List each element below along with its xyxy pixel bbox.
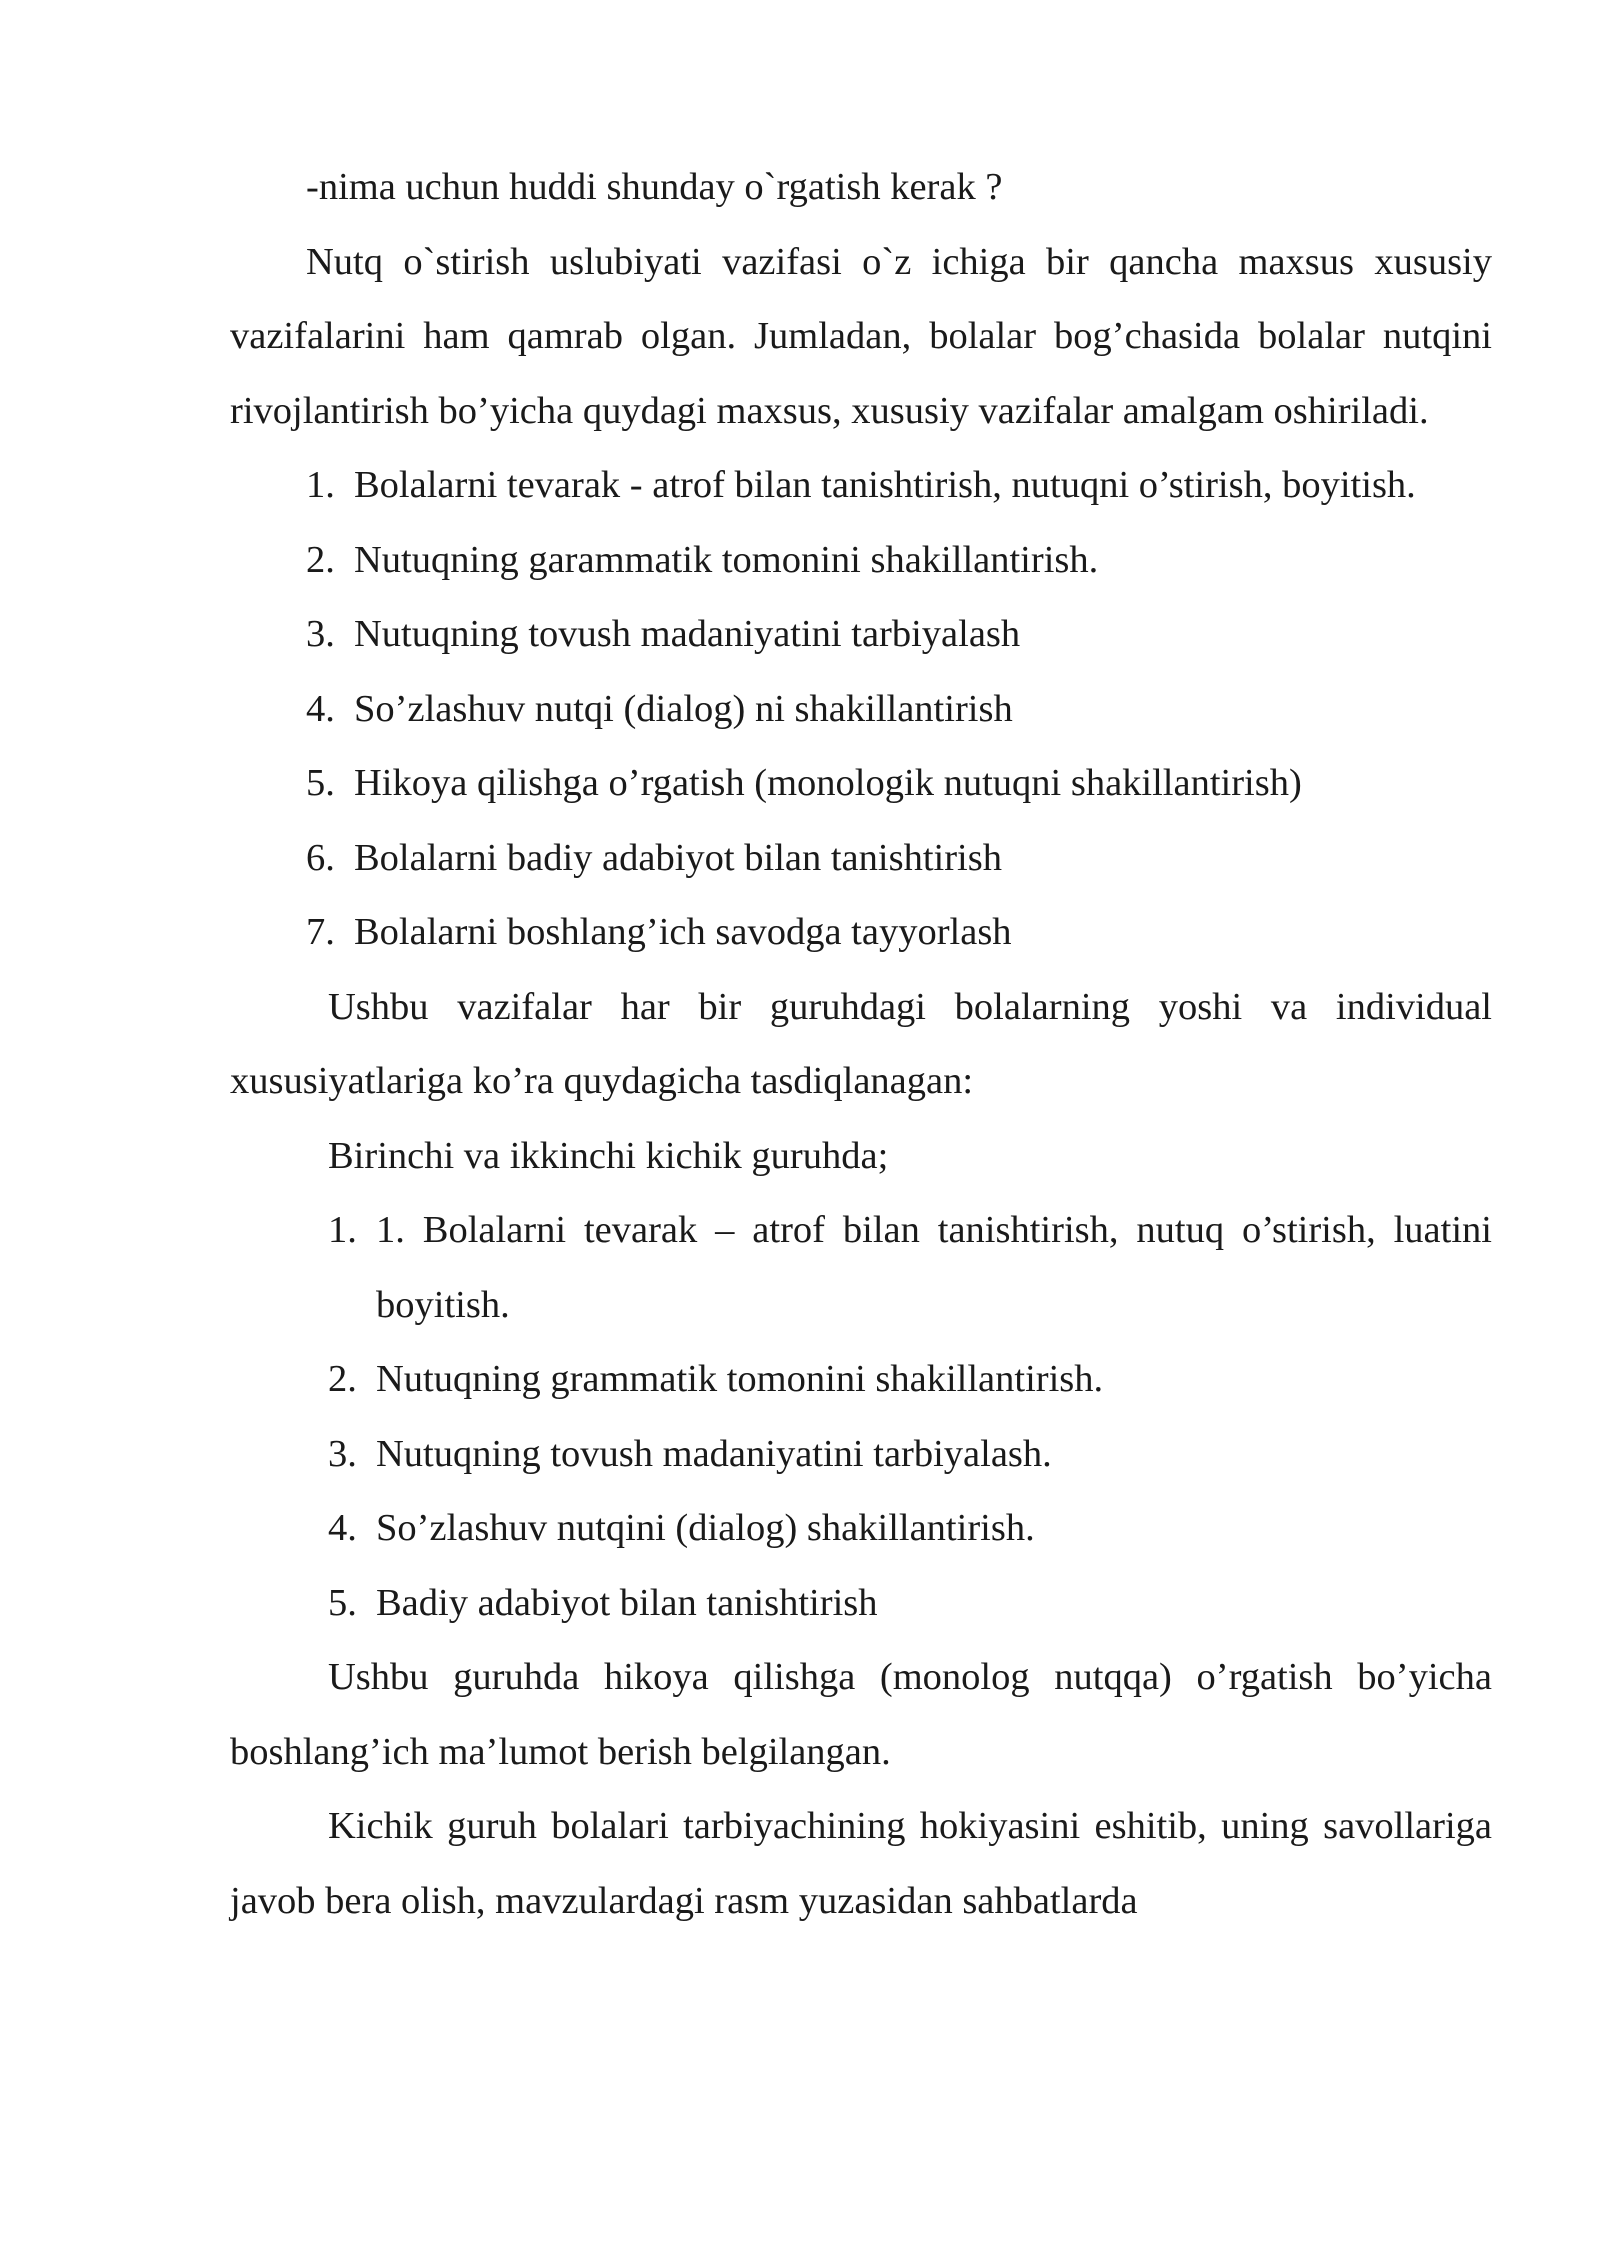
- list-item: [230, 1193, 1492, 1342]
- list-number: 4.: [328, 1507, 357, 1549]
- list-text: Nutuqning tovush madaniyatini tarbiyalash.: [376, 1432, 1052, 1475]
- list-number: 1.: [306, 464, 335, 506]
- list-item: [230, 821, 1492, 896]
- list-text: Nutuqning grammatik tomonini shakillantirish.: [376, 1358, 1104, 1400]
- list-number: 1.: [328, 1209, 357, 1251]
- list-text: Bolalarni tevarak - atrof bilan tanishtirish, nutuqni o’stirish, boyitish.: [354, 464, 1416, 506]
- list-number: 6.: [306, 836, 335, 879]
- list-item: [230, 1342, 1492, 1417]
- list-item: [230, 672, 1492, 747]
- list-text: Nutuqning tovush madaniyatini tarbiyalash: [354, 613, 1021, 655]
- list-item: [230, 1566, 1492, 1641]
- list-text: So’zlashuv nutqini (dialog) shakillantirish.: [376, 1507, 1035, 1549]
- list-number: 7.: [306, 911, 335, 953]
- list-number: 3.: [306, 613, 335, 655]
- list-text: Bolalarni badiy adabiyot bilan tanishtirish: [354, 836, 1002, 879]
- list-item: [230, 523, 1492, 598]
- list-number: 2.: [306, 538, 335, 581]
- list-item: [230, 448, 1492, 523]
- list-item: [230, 1417, 1492, 1492]
- list-number: 5.: [328, 1581, 357, 1624]
- list-number: 3.: [328, 1432, 357, 1475]
- paragraph-small-group: Kichik guruh bolalari tarbiyachining hokiyasini eshitib, uning savollariga javob bera olish, mavzulardagi rasm yuzasidan sahbatlarda: [230, 1805, 1492, 1922]
- group-tasks-list: [230, 1193, 1492, 1640]
- list-text: Hikoya qilishga o’rgatish (monologik nutuqni shakillantirish): [354, 762, 1302, 804]
- document-page: [230, 150, 1492, 1938]
- list-text: Bolalarni boshlang’ich savodga tayyorlash: [354, 911, 1012, 953]
- list-text: Nutuqning garammatik tomonini shakillantirish.: [354, 538, 1099, 581]
- paragraph-question: -nima uchun huddi shunday o`rgatish kerak ?: [306, 166, 1003, 208]
- list-item: [230, 1491, 1492, 1566]
- list-number: 4.: [306, 687, 335, 730]
- list-item: [230, 597, 1492, 672]
- list-text: 1. Bolalarni tevarak – atrof bilan tanishtirish, nutuq o’stirish, luatini boyitish.: [376, 1209, 1492, 1326]
- list-number: 5.: [306, 762, 335, 804]
- paragraph-intro: Nutq o`stirish uslubiyati vazifasi o`z ichiga bir qancha maxsus xususiy vazifalarini ham qamrab olgan. Jumladan, bolalar bog’chasida bolalar nutqini rivojlantirish bo’yicha quydagi maxsus, xususiy vazifalar amalgam oshiriladi.: [230, 240, 1492, 432]
- list-item: [230, 895, 1492, 970]
- list-text: So’zlashuv nutqi (dialog) ni shakillantirish: [354, 687, 1013, 730]
- list-item: [230, 746, 1492, 821]
- paragraph-monolog: Ushbu guruhda hikoya qilishga (monolog nutqqa) o’rgatish bo’yicha boshlang’ich ma’lumot berish belgilangan.: [230, 1656, 1492, 1773]
- list-number: 2.: [328, 1358, 357, 1400]
- tasks-list: [230, 448, 1492, 970]
- list-text: Badiy adabiyot bilan tanishtirish: [376, 1581, 878, 1624]
- paragraph-group-heading: Birinchi va ikkinchi kichik guruhda;: [328, 1134, 889, 1177]
- paragraph-age-features: Ushbu vazifalar har bir guruhdagi bolalarning yoshi va individual xususiyatlariga ko’ra quydagicha tasdiqlanagan:: [230, 985, 1492, 1102]
